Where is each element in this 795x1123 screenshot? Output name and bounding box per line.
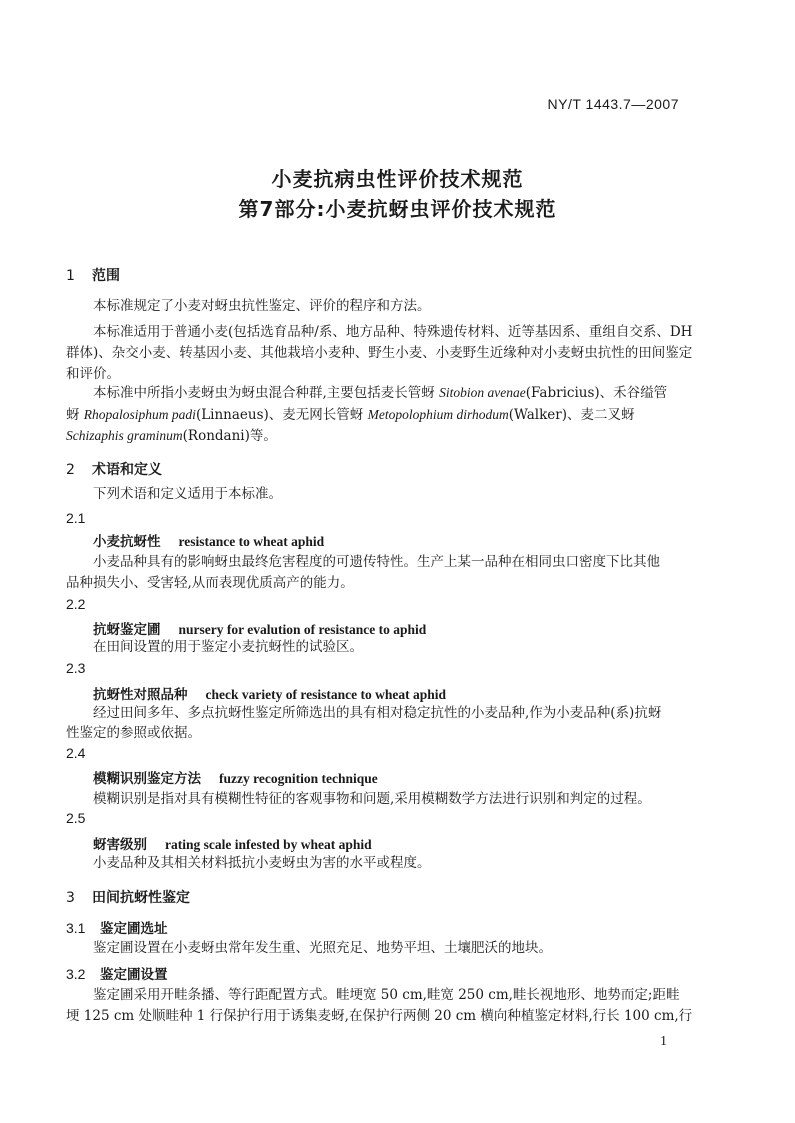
text: (Rondani)等。 — [182, 428, 277, 444]
subsection-3-2-heading — [66, 963, 168, 983]
s3-2-paragraph-line-1: 鉴定圃采用开畦条播、等行距配置方式。畦埂宽 50 cm,畦宽 250 cm,畦长视地形、地势而定;距畦 — [93, 987, 680, 1003]
term-definition: 小麦品种及其相关材料抵抗小麦蚜虫为害的水平或程度。 — [93, 855, 431, 871]
section-2-heading — [66, 459, 162, 479]
term-zh: 抗蚜性对照品种 — [93, 687, 188, 703]
term-en: resistance to wheat aphid — [178, 534, 325, 549]
s3-2-paragraph-line-2: 埂 125 cm 处顺畦种 1 行保护行用于诱集麦蚜,在保护行两侧 20 cm 横向种植鉴定材料,行长 100 cm,行 — [66, 1008, 693, 1024]
term-number: 2.1 — [66, 510, 86, 526]
s1-paragraph-3-line-3 — [66, 425, 277, 447]
text: (Linnaeus)、麦无网长管蚜 — [195, 407, 368, 423]
section-number: 1 — [66, 268, 75, 284]
s1-paragraph-3-line-1 — [93, 382, 667, 404]
term-2-5 — [93, 833, 372, 853]
term-number: 2.4 — [66, 745, 86, 761]
term-2-3 — [93, 683, 446, 703]
term-en: nursery for evalution of resistance to aphid — [178, 622, 427, 637]
standard-number: NY/T 1443.7—2007 — [547, 96, 679, 112]
title-line-1: 小麦抗病虫性评价技术规范 — [271, 167, 524, 191]
term-definition: 在田间设置的用于鉴定小麦抗蚜性的试验区。 — [93, 639, 363, 655]
section-number: 3 — [66, 890, 75, 906]
section-title: 田间抗蚜性鉴定 — [92, 890, 190, 906]
subsection-number: 3.2 — [66, 966, 86, 982]
text: 蚜 — [66, 407, 84, 423]
species-name: Metopolophium dirhodum — [367, 407, 509, 422]
section-title: 范围 — [92, 268, 120, 284]
species-name: Sitobion avenae — [439, 385, 526, 400]
s1-paragraph-2-line-3: 和评价。 — [66, 366, 120, 382]
subsection-number: 3.1 — [66, 920, 86, 936]
page-number: 1 — [660, 1034, 667, 1049]
term-en: check variety of resistance to wheat aphid — [205, 687, 446, 702]
term-definition: 品种损失小、受害轻,从而表现优质高产的能力。 — [66, 575, 354, 591]
species-name: Schizaphis graminum — [66, 428, 183, 443]
term-number: 2.2 — [66, 596, 86, 612]
subsection-title: 鉴定圃选址 — [100, 921, 168, 937]
section-number: 2 — [66, 462, 75, 478]
s1-paragraph-2-line-1: 本标准适用于普通小麦(包括选育品种/系、地方品种、特殊遗传材料、近等基因系、重组自交系、DH — [93, 324, 693, 340]
section-title: 术语和定义 — [92, 462, 162, 478]
term-en: fuzzy recognition technique — [219, 771, 378, 786]
term-en: rating scale infested by wheat aphid — [165, 837, 372, 852]
text: 本标准中所指小麦蚜虫为蚜虫混合种群,主要包括麦长管蚜 — [93, 385, 440, 401]
term-definition: 性鉴定的参照或依据。 — [66, 725, 201, 741]
s2-intro: 下列术语和定义适用于本标准。 — [93, 486, 282, 502]
term-zh: 蚜害级别 — [93, 837, 147, 853]
term-definition: 模糊识别是指对具有模糊性特征的客观事物和问题,采用模糊数学方法进行识别和判定的过程。 — [93, 791, 651, 807]
term-zh: 小麦抗蚜性 — [93, 534, 161, 550]
s1-paragraph-2-line-2: 群体)、杂交小麦、转基因小麦、其他栽培小麦种、野生小麦、小麦野生近缘种对小麦蚜虫抗性的田间鉴定 — [66, 345, 693, 361]
term-number: 2.5 — [66, 810, 86, 826]
term-zh: 模糊识别鉴定方法 — [93, 771, 201, 787]
s3-1-paragraph: 鉴定圃设置在小麦蚜虫常年发生重、光照充足、地势平坦、土壤肥沃的地块。 — [93, 940, 552, 956]
species-name: Rhopalosiphum padi — [83, 407, 196, 422]
subsection-3-1-heading — [66, 917, 168, 937]
section-1-heading — [66, 265, 120, 285]
section-3-heading — [66, 887, 190, 907]
s1-paragraph-3-line-2 — [66, 404, 634, 426]
text: (Fabricius)、禾谷缢管 — [525, 385, 668, 401]
term-2-2 — [93, 618, 426, 638]
s1-paragraph-1: 本标准规定了小麦对蚜虫抗性鉴定、评价的程序和方法。 — [93, 298, 431, 314]
term-2-1 — [93, 530, 324, 550]
title-line-2: 第7部分:小麦抗蚜虫评价技术规范 — [238, 197, 557, 221]
term-definition: 经过田间多年、多点抗蚜性鉴定所筛选出的具有相对稳定抗性的小麦品种,作为小麦品种(系)抗蚜 — [93, 705, 662, 721]
term-zh: 抗蚜鉴定圃 — [93, 622, 161, 638]
term-number: 2.3 — [66, 660, 86, 676]
term-2-4 — [93, 767, 378, 787]
term-definition: 小麦品种具有的影响蚜虫最终危害程度的可遗传特性。生产上某一品种在相同虫口密度下比其他 — [93, 554, 660, 570]
text: (Walker)、麦二叉蚜 — [508, 407, 635, 423]
subsection-title: 鉴定圃设置 — [100, 967, 168, 983]
